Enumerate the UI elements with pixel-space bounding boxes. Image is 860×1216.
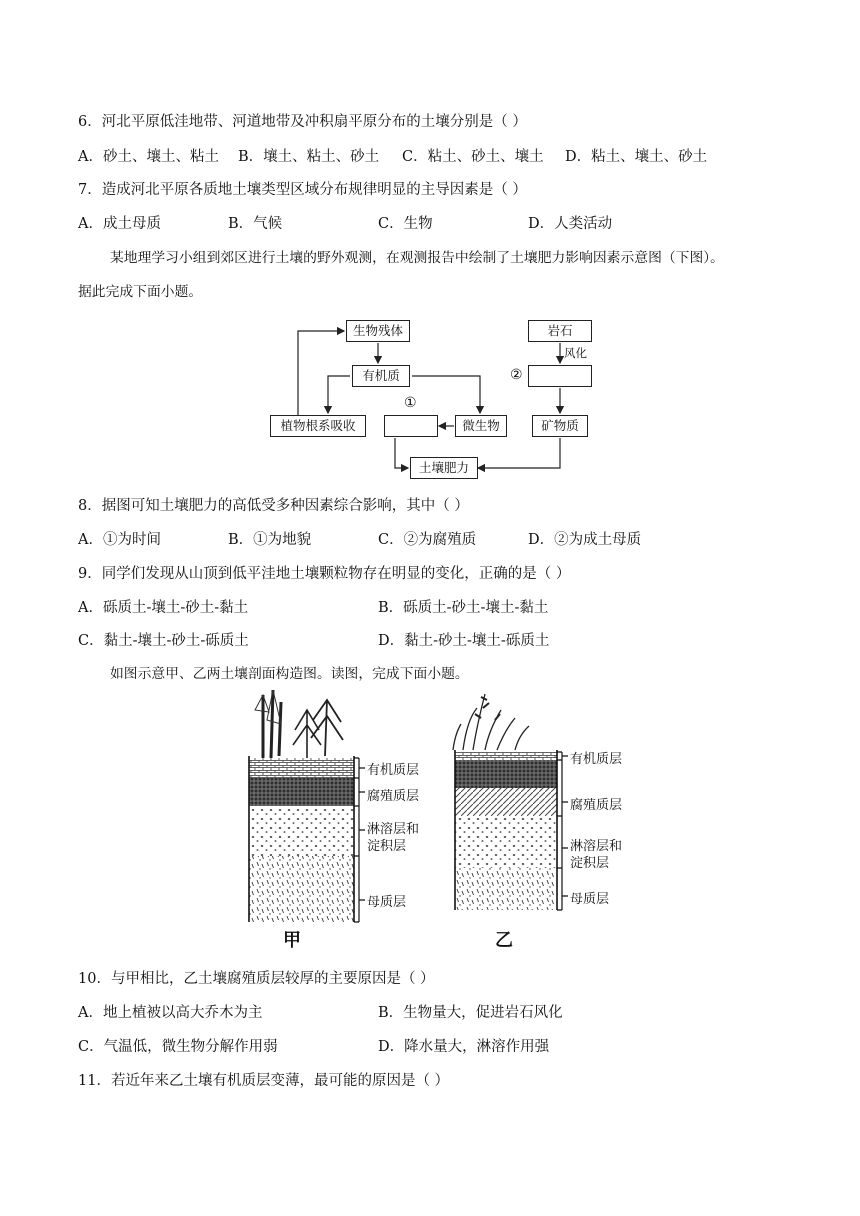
box-microbes: 微生物 bbox=[455, 415, 507, 437]
jia-layer-illuvial: 淀积层 bbox=[367, 839, 407, 854]
box-root-uptake: 植物根系吸收 bbox=[270, 415, 366, 437]
box-organic-matter: 有机质 bbox=[352, 365, 410, 387]
q9-option-d: D．黏土-砂土-壤土-砾质土 bbox=[378, 633, 550, 649]
q6-stem: 6．河北平原低洼地带、河道地带及冲积扇平原分布的土壤分别是（ ） bbox=[78, 114, 527, 130]
yi-layer-humus: 腐殖质层 bbox=[570, 798, 623, 813]
q9-stem: 9．同学们发现从山顶到低平洼地土壤颗粒物存在明显的变化，正确的是（ ） bbox=[78, 566, 571, 582]
q10-option-c: C．气温低，微生物分解作用弱 bbox=[78, 1039, 278, 1055]
q8-option-d: D．②为成土母质 bbox=[528, 532, 642, 548]
passage1-line2: 据此完成下面小题。 bbox=[78, 284, 203, 300]
q8-option-c: C．②为腐殖质 bbox=[378, 532, 477, 548]
soil-profile-figure bbox=[215, 690, 645, 950]
passage2-line1: 如图示意甲、乙两土壤剖面构造图。读图，完成下面小题。 bbox=[110, 666, 469, 682]
box-bio-residue: 生物残体 bbox=[346, 320, 410, 342]
q7-option-c: C．生物 bbox=[378, 216, 433, 232]
yi-layer-illuvial: 淀积层 bbox=[570, 856, 610, 871]
box-unknown-2 bbox=[528, 365, 592, 387]
q6-option-c: C．粘土、砂土、壤土 bbox=[402, 149, 544, 165]
yi-layer-eluvial: 淋溶层和 bbox=[570, 839, 623, 854]
q10-option-d: D．降水量大，淋溶作用强 bbox=[378, 1039, 550, 1055]
q7-option-b: B．气候 bbox=[228, 216, 283, 232]
q8-option-a: A．①为时间 bbox=[78, 532, 161, 548]
jia-layer-eluvial: 淋溶层和 bbox=[367, 822, 420, 837]
mark-1: ① bbox=[404, 395, 417, 411]
mark-2: ② bbox=[510, 367, 523, 383]
q9-option-a: A．砾质土-壤土-砂土-黏土 bbox=[78, 600, 249, 616]
caption-yi: 乙 bbox=[495, 930, 513, 951]
jia-layer-parent: 母质层 bbox=[367, 895, 407, 910]
q6-option-a: A．砂土、壤土、粘土 bbox=[78, 149, 219, 165]
q9-option-c: C．黏土-壤土-砂土-砾质土 bbox=[78, 633, 249, 649]
soil-fertility-flowchart bbox=[270, 316, 600, 486]
q6-option-d: D．粘土、壤土、砂土 bbox=[565, 149, 708, 165]
box-minerals: 矿物质 bbox=[532, 415, 588, 437]
yi-layer-parent: 母质层 bbox=[570, 892, 610, 907]
q8-stem: 8．据图可知土壤肥力的高低受多种因素综合影响，其中（ ） bbox=[78, 498, 469, 514]
soil-profiles-drawing bbox=[215, 690, 645, 950]
q10-stem: 10．与甲相比，乙土壤腐殖质层较厚的主要原因是（ ） bbox=[78, 971, 435, 987]
q9-option-b: B．砾质土-砂土-壤土-黏土 bbox=[378, 600, 549, 616]
q7-option-d: D．人类活动 bbox=[528, 216, 613, 232]
box-unknown-1 bbox=[384, 415, 438, 437]
caption-jia: 甲 bbox=[283, 930, 301, 951]
q8-option-b: B．①为地貌 bbox=[228, 532, 312, 548]
jia-layer-humus: 腐殖质层 bbox=[367, 789, 420, 804]
box-soil-fertility: 土壤肥力 bbox=[410, 457, 478, 479]
label-weathering: 风化 bbox=[564, 346, 587, 360]
yi-layer-organic: 有机质层 bbox=[570, 752, 623, 767]
q10-option-a: A．地上植被以高大乔木为主 bbox=[78, 1005, 263, 1021]
q6-option-b: B．壤土、粘土、砂土 bbox=[238, 149, 380, 165]
q10-option-b: B．生物量大，促进岩石风化 bbox=[378, 1005, 563, 1021]
jia-layer-organic: 有机质层 bbox=[367, 763, 420, 778]
q11-stem: 11．若近年来乙土壤有机质层变薄，最可能的原因是（ ） bbox=[78, 1073, 450, 1089]
box-rock: 岩石 bbox=[528, 320, 592, 342]
q7-option-a: A．成土母质 bbox=[78, 216, 161, 232]
passage1-line1: 某地理学习小组到郊区进行土壤的野外观测，在观测报告中绘制了土壤肥力影响因素示意图（下图）。 bbox=[110, 250, 724, 266]
q7-stem: 7．造成河北平原各质地土壤类型区域分布规律明显的主导因素是（ ） bbox=[78, 182, 527, 198]
